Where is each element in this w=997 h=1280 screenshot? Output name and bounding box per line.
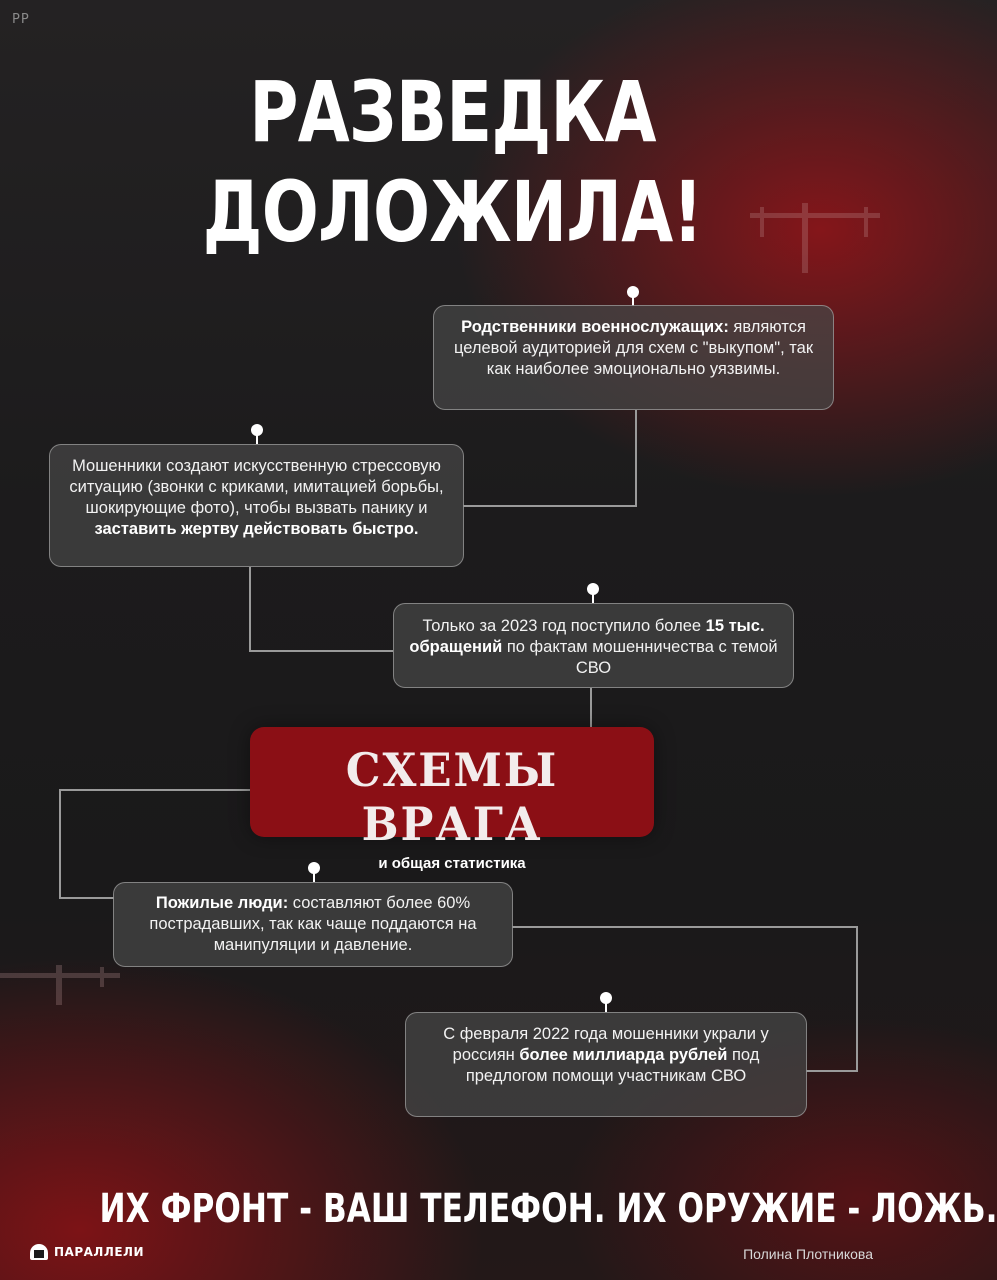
relatives-text: являются целевой аудиторией для схем с "выкупом", так как наиболее эмоционально уязвимы.: [453, 318, 814, 378]
title-line-2: ДОЛОЖИЛА!: [202, 163, 703, 261]
elderly-text: составляют более 60% пострадавших, так как чаще поддаются на манипуляции и давление.: [149, 894, 477, 954]
billion-text-2: под предлогом помощи участникам СВО: [465, 1046, 760, 1085]
stats-2023-bold: 15 тыс. обращений: [409, 617, 765, 656]
drone-silhouette-icon: [0, 955, 130, 1015]
connector-line: [806, 1070, 858, 1072]
brand-logo: [30, 1244, 144, 1260]
connector-line: [856, 926, 858, 1072]
connector-line: [59, 789, 61, 898]
author-credit: Полина Плотникова: [743, 1246, 873, 1262]
billion-text-1: С февраля 2022 года мошенники украли у россиян: [443, 1025, 769, 1064]
stress-bold: заставить жертву действовать быстро.: [94, 520, 419, 538]
logo-icon: [30, 1244, 48, 1260]
section-badge: [250, 727, 654, 872]
connector-line: [59, 789, 250, 791]
info-box-billion: [405, 1012, 807, 1117]
connector-line: [249, 650, 393, 652]
billion-bold: более миллиарда рублей: [519, 1046, 728, 1064]
info-box-elderly: [113, 882, 513, 967]
pin-marker-icon: [632, 290, 634, 306]
info-box-stress: [49, 444, 464, 567]
connector-line: [463, 505, 637, 507]
info-box-2023: [393, 603, 794, 688]
elderly-bold: Пожилые люди:: [155, 894, 289, 912]
stats-2023-text-2: по фактам мошенничества с темой СВО: [502, 638, 778, 677]
pin-marker-icon: [256, 428, 258, 444]
watermark: PP: [12, 12, 30, 27]
pin-marker-icon: [605, 996, 607, 1012]
badge-title: СХЕМЫ ВРАГА: [345, 743, 559, 851]
title-line-1: РАЗВЕДКА: [249, 63, 656, 161]
connector-line: [512, 926, 858, 928]
slogan: ИХ ФРОНТ - ВАШ ТЕЛЕФОН. ИХ ОРУЖИЕ - ЛОЖЬ.: [99, 1186, 997, 1232]
stress-text: Мошенники создают искусственную стрессовую ситуацию (звонки с криками, имитацией борьбы, шокирующие фото), чтобы вызвать панику и: [69, 457, 444, 517]
badge-subtitle: и общая статистика: [378, 855, 526, 872]
connector-line: [590, 688, 592, 728]
stats-2023-text-1: Только за 2023 год поступило более: [422, 617, 706, 635]
relatives-bold: Родственники военнослужащих:: [461, 318, 729, 336]
connector-line: [249, 567, 251, 651]
logo-text: ПАРАЛЛЕЛИ: [54, 1245, 145, 1259]
connector-line: [635, 410, 637, 506]
pin-marker-icon: [592, 587, 594, 603]
connector-line: [59, 897, 114, 899]
info-box-relatives: [433, 305, 834, 410]
